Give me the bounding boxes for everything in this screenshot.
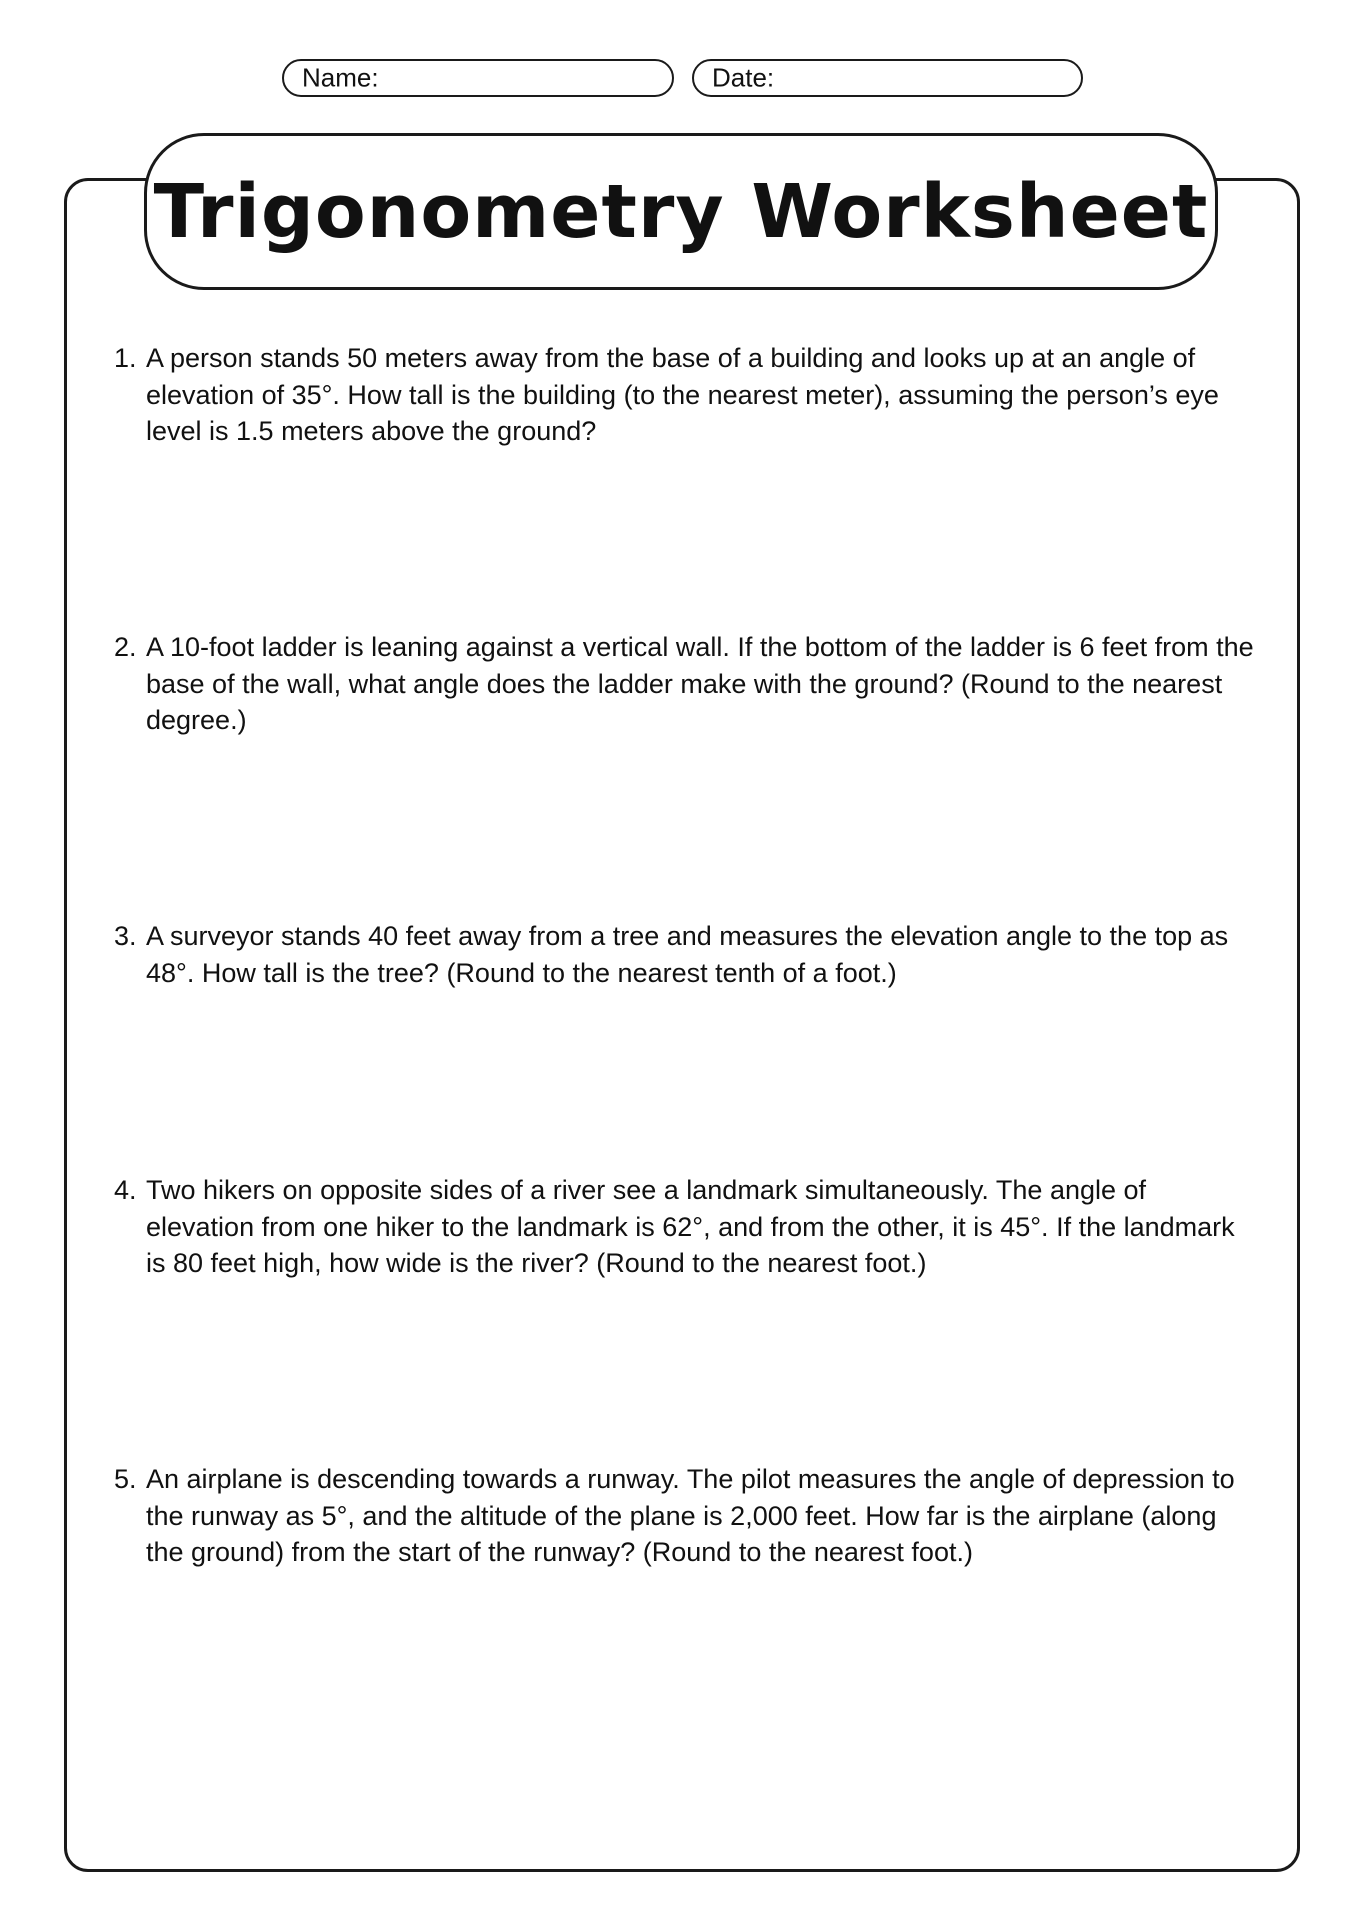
question-1: [114, 340, 1254, 450]
question-2: [114, 629, 1254, 739]
question-text: A 10-foot ladder is leaning against a vertical wall. If the bottom of the ladder is 6 feet from the base of the wall, what angle does the ladder make with the ground? (Round to the nearest degree.): [146, 632, 1254, 735]
question-text: A person stands 50 meters away from the base of a building and looks up at an angle of elevation of 35°. How tall is the building (to the nearest meter), assuming the person’s eye level is 1.5 meters above the ground?: [146, 343, 1219, 446]
question-text: An airplane is descending towards a runway. The pilot measures the angle of depression to the runway as 5°, and the altitude of the plane is 2,000 feet. How far is the airplane (along the ground) from the start of the runway? (Round to the nearest foot.): [146, 1464, 1235, 1567]
question-3: [114, 918, 1254, 991]
question-5: [114, 1461, 1254, 1571]
question-number: 4.: [114, 1175, 137, 1205]
date-label: Date:: [712, 62, 775, 93]
question-number: 3.: [114, 921, 137, 951]
question-number: 2.: [114, 632, 137, 662]
question-text: A surveyor stands 40 feet away from a tree and measures the elevation angle to the top as 48°. How tall is the tree? (Round to the nearest tenth of a foot.): [146, 921, 1229, 988]
question-4: [114, 1172, 1254, 1282]
name-label: Name:: [302, 62, 379, 93]
question-number: 5.: [114, 1464, 137, 1494]
title-banner: [144, 133, 1218, 290]
name-field[interactable]: [282, 59, 674, 97]
page-title: Trigonometry Worksheet: [153, 168, 1209, 255]
date-field[interactable]: [692, 59, 1083, 97]
question-text: Two hikers on opposite sides of a river see a landmark simultaneously. The angle of elevation from one hiker to the landmark is 62°, and from the other, it is 45°. If the landmark is 80 feet high, how wide is the river? (Round to the nearest foot.): [146, 1175, 1235, 1278]
question-number: 1.: [114, 343, 137, 373]
